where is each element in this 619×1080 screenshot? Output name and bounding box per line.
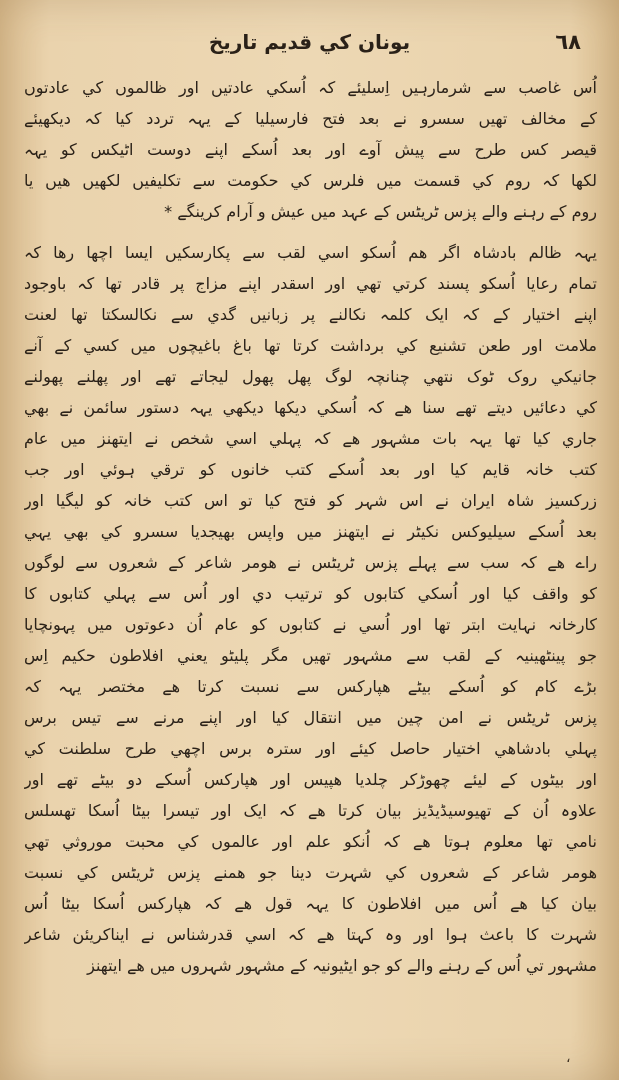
- text-line: لکھا کہ روم کي قسمت میں فلرس کي حکومت سے تکلیفیں لکھیں ھیں یا: [24, 171, 597, 190]
- text-line: اُس غاصب سے شرمارہیں اِسلیئے کہ اُسکي عادتیں اور ظالموں کي عادتوں: [24, 78, 597, 97]
- text-line: بعد اُسکے سیلیوکس نکیٹر نے ایتھنز میں واپس بھیجدیا سسرو کي بھي یہي: [24, 522, 597, 541]
- text-line: کتب خانہ قایم کیا اور بعد اُسکے کتب خانوں کو ترقي ہوئي اور جب: [24, 460, 597, 479]
- text-line: قیصر کس طرح سے پیش آوے اور بعد اُسکے اپنے دوست اٹیکس کو یہہ: [24, 140, 597, 159]
- text-line: یہہ ظالم بادشاہ اگر ھم اُسکو اسي لقب سے پکارسکیں ایسا اچھا رھا کہ: [24, 243, 597, 262]
- page-number: ٦٨: [555, 30, 581, 54]
- text-line: پہلي بادشاھي اختیار حاصل کیئے اور سترہ برس اچھي طرح سلطنت کي: [24, 739, 597, 758]
- text-line: علاوہ اُن کے تھیوسیڈیڈیز بیان کرتا ھے کہ ایک اور تیسرا بیٹا اُسکا تھسلس: [24, 801, 597, 820]
- text-line: تمام رعایا اُسکو پسند کرتي تھي اور اسقدر اپنے مزاج پر قادر تھا کہ باوجود: [24, 274, 597, 293]
- paragraph-2: [24, 237, 597, 981]
- text-line: زرکسیز شاہ ایران نے اس شہر کو فتح کیا تو اس کتب خانہ کو لیگیا اور: [24, 491, 597, 510]
- text-line: جانیکي روک ٹوک نتھي چنانچہ لوگ پھل پھول لیجاتے تھے اور پھلنے پھولنے: [24, 367, 597, 386]
- text-line: پزس ٹریٹس نے امن چین میں انتقال کیا اور اپنے مرنے سے تیس برس: [24, 708, 597, 727]
- text-line: مشہور تي اُس کے رہنے والے کو جو ایٹیونیہ کے مشہور شہروں میں ھے ایتھنز: [87, 956, 597, 975]
- text-line: نامي تھا معلوم ہوتا ھے کہ اُنکو علم اور عالموں کي محبت موروثي تھي: [24, 832, 597, 851]
- text-line: جاري کیا تھا یہہ بات مشہور ھے کہ پہلي اسي شخص نے ایتھنز میں عام: [24, 429, 597, 448]
- text-line: کارخانہ نہایت ابتر تھا اور اُسي نے کتابوں کو عام اُن دعوتوں میں پہونچایا: [24, 615, 597, 634]
- text-line: روم کے رہنے والے پزس ٹریٹس کے عہد میں عیش و آرام کرینگے *: [164, 202, 597, 221]
- footer-mark: ،: [566, 1050, 571, 1066]
- text-line: اور بیٹوں کے لیئے چھوڑکر چلدیا ھپیس اور ھپارکس اُسکے دو بیٹے تھے اور: [24, 770, 597, 789]
- text-line: جو پینٹھینیہ کے لقب سے مشہور تھیں مگر پلیٹو یعني افلاطون حکیم اِس: [24, 646, 597, 665]
- paragraph-1: [24, 72, 597, 227]
- page-body: [24, 72, 597, 981]
- text-line: کي دعائیں دیتے تھے سنا ھے کہ اُسکي دیکھا دیکھي یہہ دستور سائمن نے بھي: [24, 398, 597, 417]
- text-line: ھومر شاعر کے شعروں کي شہرت دینا جو ھمنے پزس ٹریٹس کي نسبت: [24, 863, 597, 882]
- text-line: کے مخالف تھیں سسرو نے بعد فتح فارسیلیا کے یہہ تردد کیا کہ دیکھیئے: [24, 109, 597, 128]
- running-title: يونان كي قديم تاريخ: [208, 30, 411, 54]
- text-line: اپنے اختیار کے کہ ایک کلمہ نکالنے پر زبانیں گدي سے نکالسکتا تھا لعنت: [24, 305, 597, 324]
- page-header: [20, 30, 599, 64]
- text-line: راے ھے کہ سب سے پہلے پزس ٹریٹس نے ھومر شاعر کے شعروں سے لوگوں: [24, 553, 597, 572]
- text-line: ملامت اور طعن تشنیع کي برداشت کرتا تھا باغ باغیچوں میں کسي کے آنے: [24, 336, 597, 355]
- text-line: کو واقف کیا اور اُسکي کتابوں کو ترتیب دي اور اُس سے پہلي کتابوں کا: [24, 584, 597, 603]
- text-line: بڑے کام کو اُسکے بیٹے ھپارکس سے نسبت کرتا ھے مختصر یہہ کہ: [24, 677, 597, 696]
- text-line: بیان کیا ھے اُس میں افلاطون کا یہہ قول ھے کہ ھپارکس اُسکا بیٹا اُس: [24, 894, 597, 913]
- text-line: شہرت کا باعث ہوا اور وہ کہتا ھے کہ اسي قدرشناس نے ایناکریئن شاعر: [24, 925, 597, 944]
